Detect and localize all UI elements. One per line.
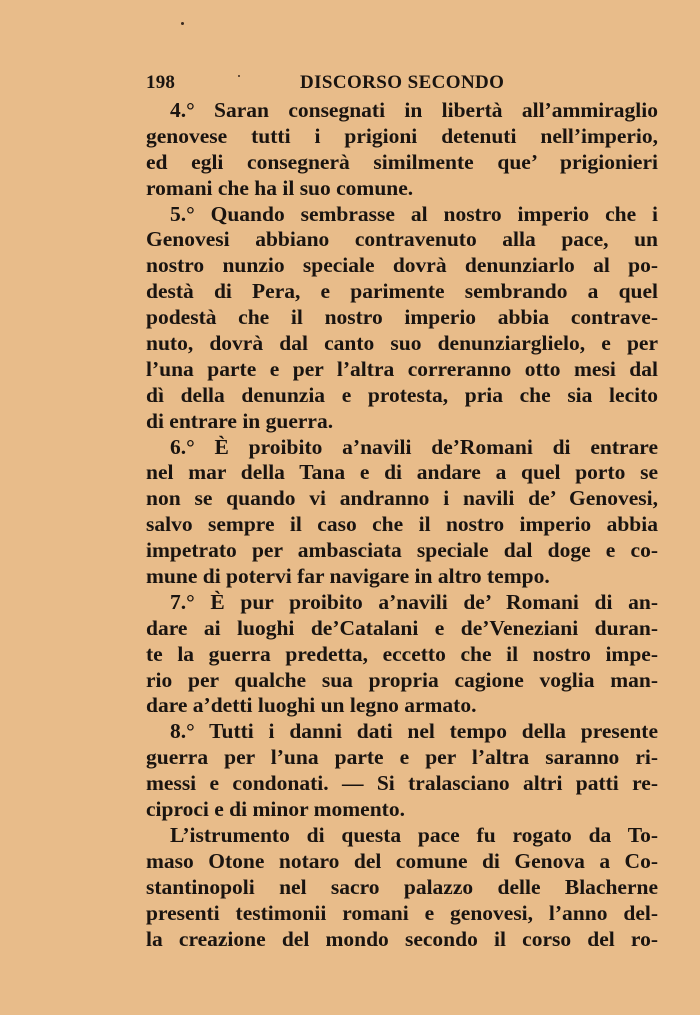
text-line: 6.° È proibito a’navili de’Romani di entrare: [170, 434, 658, 459]
text-line: messi e condonati. — Si tralasciano altri patti re-: [146, 771, 658, 796]
text-line: Genovesi abbiano contravenuto alla pace, un: [146, 227, 658, 252]
text-line: romani che ha il suo comune.: [146, 175, 414, 200]
text-line: mune di potervi far navigare in altro tempo.: [146, 564, 550, 589]
text-line: nuto, dovrà dal canto suo denunziarglielo, e per: [146, 331, 658, 356]
text-line: dare a’detti luoghi un legno armato.: [146, 693, 477, 718]
text-line: la creazione del mondo secondo il corso del ro-: [146, 926, 658, 951]
text-line: dare ai luoghi de’Catalani e de’Veneziani duran-: [146, 615, 658, 640]
page-number: 198: [146, 72, 176, 93]
text-line: guerra per l’una parte e per l’altra saranno ri-: [146, 745, 658, 770]
text-line: l’una parte e per l’altra correranno otto mesi dal: [146, 356, 658, 381]
text-line: di entrare in guerra.: [146, 408, 334, 433]
text-line: ciproci e di minor momento.: [146, 797, 405, 822]
text-line: podestà che il nostro imperio abbia contrave-: [146, 305, 658, 330]
text-line: te la guerra predetta, eccetto che il nostro impe-: [146, 641, 658, 666]
text-line: impetrato per ambasciata speciale dal doge e co-: [146, 538, 658, 563]
text-line: presenti testimonii romani e genovesi, l’anno del-: [146, 900, 658, 925]
text-line: 4.° Saran consegnati in libertà all’ammiraglio: [170, 98, 658, 122]
text-line: nel mar della Tana e di andare a quel porto se: [146, 460, 658, 485]
ink-speck: [181, 22, 184, 25]
text-line: 8.° Tutti i danni dati nel tempo della presente: [170, 719, 658, 744]
text-line: non se quando vi andranno i navili de’ Genovesi,: [146, 486, 658, 511]
body-text: [146, 98, 658, 952]
text-line: stantinopoli nel sacro palazzo delle Blacherne: [146, 874, 658, 899]
text-line: 5.° Quando sembrasse al nostro imperio che i: [170, 201, 658, 226]
text-line: rio per qualche sua propria cagione voglia man-: [146, 667, 658, 692]
text-line: nostro nunzio speciale dovrà denunziarlo al po-: [146, 253, 658, 278]
text-line: 7.° È pur proibito a’navili de’ Romani di an-: [170, 589, 658, 614]
text-line: dì della denunzia e protesta, pria che sia lecito: [146, 382, 658, 407]
text-line: maso Otone notaro del comune di Genova a Co-: [146, 848, 658, 873]
text-line: salvo sempre il caso che il nostro imperio abbia: [146, 512, 658, 537]
page-header: [146, 72, 658, 96]
text-line: L’istrumento di questa pace fu rogato da To-: [170, 822, 658, 847]
text-line: genovese tutti i prigioni detenuti nell’imperio,: [146, 123, 658, 148]
text-line: destà di Pera, e parimente sembrando a quel: [146, 279, 658, 304]
text-line: ed egli consegnerà similmente que’ prigionieri: [146, 149, 658, 174]
running-head: DISCORSO SECONDO: [300, 72, 505, 93]
